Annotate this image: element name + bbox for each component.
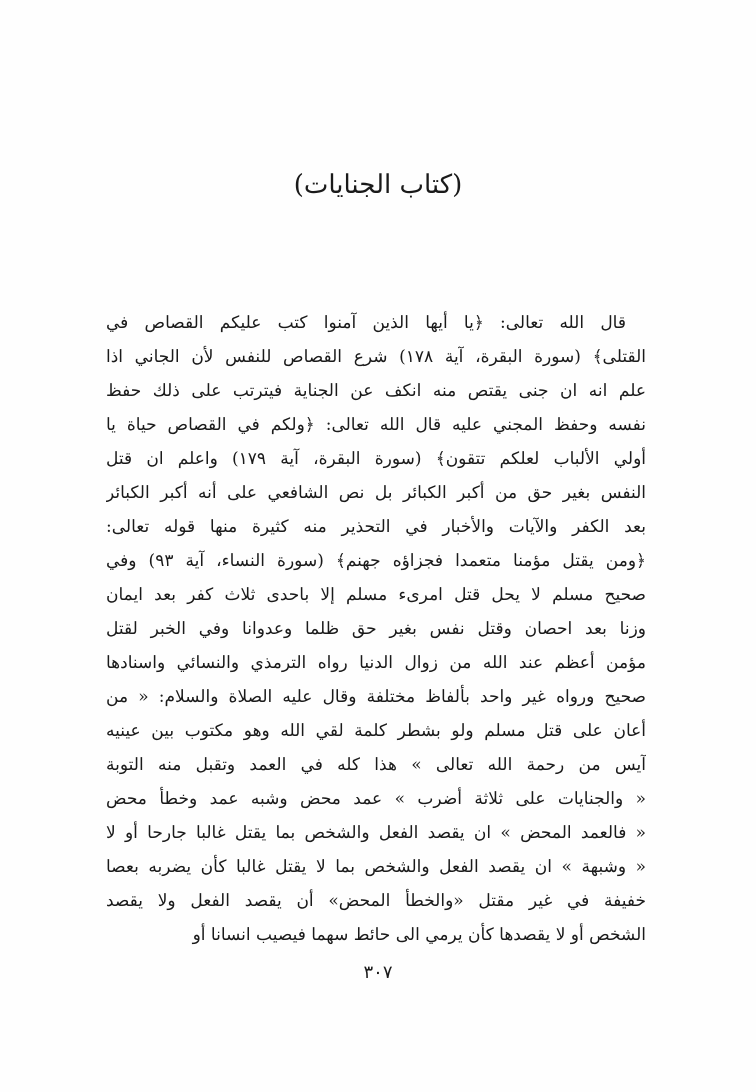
text-line: القتلى﴾ (سورة البقرة، آية ١٧٨) شرع القصاص للنفس لأن الجاني اذا — [106, 347, 646, 367]
text-line: أعان على قتل مسلم ولو بشطر كلمة لقي الله وهو مكتوب بين عينيه — [106, 721, 646, 741]
text-line: علم انه ان جنى يقتص منه انكف عن الجناية فيترتب على ذلك حفظ — [106, 381, 646, 401]
text-line: صحيح ورواه غير واحد بألفاظ مختلفة وقال عليه الصلاة والسلام: « من — [106, 687, 646, 707]
text-line: قال الله تعالى: ﴿يا أيها الذين آمنوا كتب عليكم القصاص في — [106, 313, 626, 333]
text-line: « فالعمد المحض » ان يقصد الفعل والشخص بما يقتل غالبا جارحا أو لا — [106, 823, 646, 843]
text-line: بعد الكفر والآيات والأخبار في التحذير منه كثيرة منها قوله تعالى: — [106, 517, 646, 537]
text-line: « وشبهة » ان يقصد الفعل والشخص بما لا يقتل غالبا كأن يضربه بعصا — [106, 857, 646, 877]
chapter-title: (كتاب الجنايات) — [293, 170, 463, 200]
text-line: أولي الألباب لعلكم تتقون﴾ (سورة البقرة، آية ١٧٩) واعلم ان قتل — [106, 449, 646, 469]
text-line: وزنا بعد احصان وقتل نفس بغير حق ظلما وعدوانا وفي الخبر لقتل — [106, 619, 646, 639]
text-line: مؤمن أعظم عند الله من زوال الدنيا رواه الترمذي والنسائي واسنادها — [106, 653, 646, 673]
body-text — [106, 306, 646, 952]
text-line: صحيح مسلم لا يحل قتل امرىء مسلم إلا باحدى ثلاث كفر بعد ايمان — [106, 585, 646, 605]
text-line: الشخص أو لا يقصدها كأن يرمي الى حائط سهما فيصيب انسانا أو — [192, 925, 646, 945]
text-line: خفيفة في غير مقتل «والخطأ المحض» أن يقصد الفعل ولا يقصد — [106, 891, 646, 911]
text-line: « والجنايات على ثلاثة أضرب » عمد محض وشبه عمد وخطأ محض — [106, 789, 646, 809]
text-line: ﴿ومن يقتل مؤمنا متعمدا فجزاؤه جهنم﴾ (سورة النساء، آية ٩٣) وفي — [106, 551, 646, 571]
page-number: ٣٠٧ — [363, 962, 393, 983]
text-line: نفسه وحفظ المجني عليه قال الله تعالى: ﴿ولكم في القصاص حياة يا — [106, 415, 646, 435]
text-line: النفس بغير حق من أكبر الكبائر بل نص الشافعي على أنه أكبر الكبائر — [106, 483, 646, 503]
text-line: آيس من رحمة الله تعالى » هذا كله في العمد وتقبل منه التوبة — [106, 755, 646, 775]
